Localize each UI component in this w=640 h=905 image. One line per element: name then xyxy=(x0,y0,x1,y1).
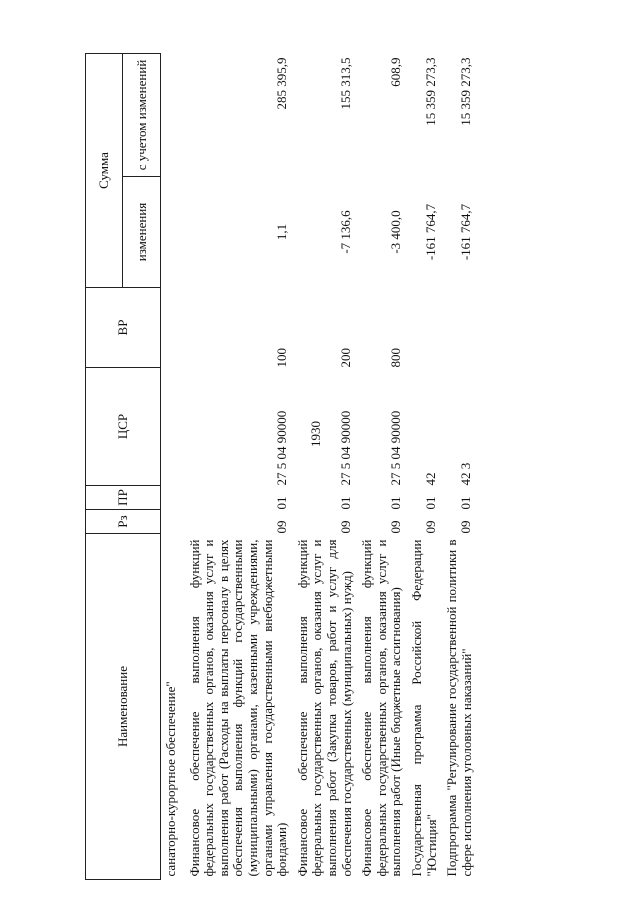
row-csr: 27 5 04 90000 xyxy=(338,410,354,486)
table-row xyxy=(293,54,357,880)
row-pr: 01 xyxy=(458,496,474,510)
row-vr: 200 xyxy=(338,348,354,368)
row-rz xyxy=(161,510,185,534)
row-total: 285 395,9 xyxy=(273,57,289,110)
row-csr xyxy=(161,368,185,486)
budget-table xyxy=(85,53,477,880)
header-rz: Рз xyxy=(86,510,161,534)
row-pr xyxy=(161,486,185,510)
row-csr: 27 5 04 90000 xyxy=(273,410,289,486)
row-rz: 09 xyxy=(338,520,354,534)
row-pr: 01 xyxy=(423,496,439,510)
row-rz: 09 xyxy=(387,520,403,534)
table-row xyxy=(185,54,293,880)
table-row xyxy=(161,54,185,880)
page-number: 1930 xyxy=(308,421,323,447)
row-vr: 100 xyxy=(273,348,289,368)
row-change: 1,1 xyxy=(273,223,289,241)
row-change: -3 400,0 xyxy=(387,210,403,254)
header-pr: ПР xyxy=(86,486,161,510)
row-vr xyxy=(442,288,477,368)
rotated-table-page xyxy=(85,54,560,880)
row-total: 155 313,5 xyxy=(338,57,354,110)
table-row xyxy=(357,54,407,880)
row-csr: 27 5 04 90000 xyxy=(387,410,403,486)
row-pr: 01 xyxy=(387,496,403,510)
row-name: Финансовое обеспечение выполнения функций федеральных государственных органов, оказания услуг и выполнения работ (Иные бюджетные ассигнования) xyxy=(359,539,404,877)
header-vr: ВР xyxy=(86,288,161,368)
header-name: Наименование xyxy=(86,534,161,880)
row-change: -7 136,6 xyxy=(338,210,354,254)
row-change xyxy=(161,177,185,288)
row-pr: 01 xyxy=(273,496,289,510)
header-with-change: с учетом изменений xyxy=(123,54,161,177)
row-pr: 01 xyxy=(338,496,354,510)
header-csr: ЦСР xyxy=(86,368,161,486)
header-sum: Сумма xyxy=(86,54,123,288)
header-change: изменения xyxy=(123,177,161,288)
row-change: -161 764,7 xyxy=(458,203,474,261)
table-row xyxy=(407,54,442,880)
row-total: 15 359 273,3 xyxy=(423,57,439,126)
row-total xyxy=(161,54,185,177)
row-rz: 09 xyxy=(458,520,474,534)
row-name: Подпрограмма "Регулирование государственной политики в сфере исполнения уголовных наказаний" xyxy=(444,539,474,877)
row-rz: 09 xyxy=(273,520,289,534)
row-csr: 42 3 xyxy=(458,462,474,486)
row-total: 608,9 xyxy=(387,57,403,87)
row-change: -161 764,7 xyxy=(423,203,439,261)
row-vr: 800 xyxy=(387,348,403,368)
row-vr xyxy=(407,288,442,368)
row-csr: 42 xyxy=(423,472,439,486)
row-name: санаторно-курортное обеспечение" xyxy=(163,681,178,877)
table-row xyxy=(442,54,477,880)
row-name: Финансовое обеспечение выполнения функций федеральных государственных органов, оказания услуг и выполнения работ (Расходы на выплаты персоналу в целях обеспечения выполнения функций государственными (муниципальными) органами, казенными учреждениями, органами управления государственными внебюджетными фондами) xyxy=(186,539,290,877)
row-name: Государственная программа Российской Федерации "Юстиция" xyxy=(408,539,439,877)
row-total: 15 359 273,3 xyxy=(458,57,474,126)
row-rz: 09 xyxy=(423,520,439,534)
row-name: Финансовое обеспечение выполнения функций федеральных государственных органов, оказания услуг и выполнения работ (Закупка товаров, работ и услуг для обеспечения государственных (муниципальных) нужд) xyxy=(294,539,354,877)
row-vr xyxy=(161,288,185,368)
